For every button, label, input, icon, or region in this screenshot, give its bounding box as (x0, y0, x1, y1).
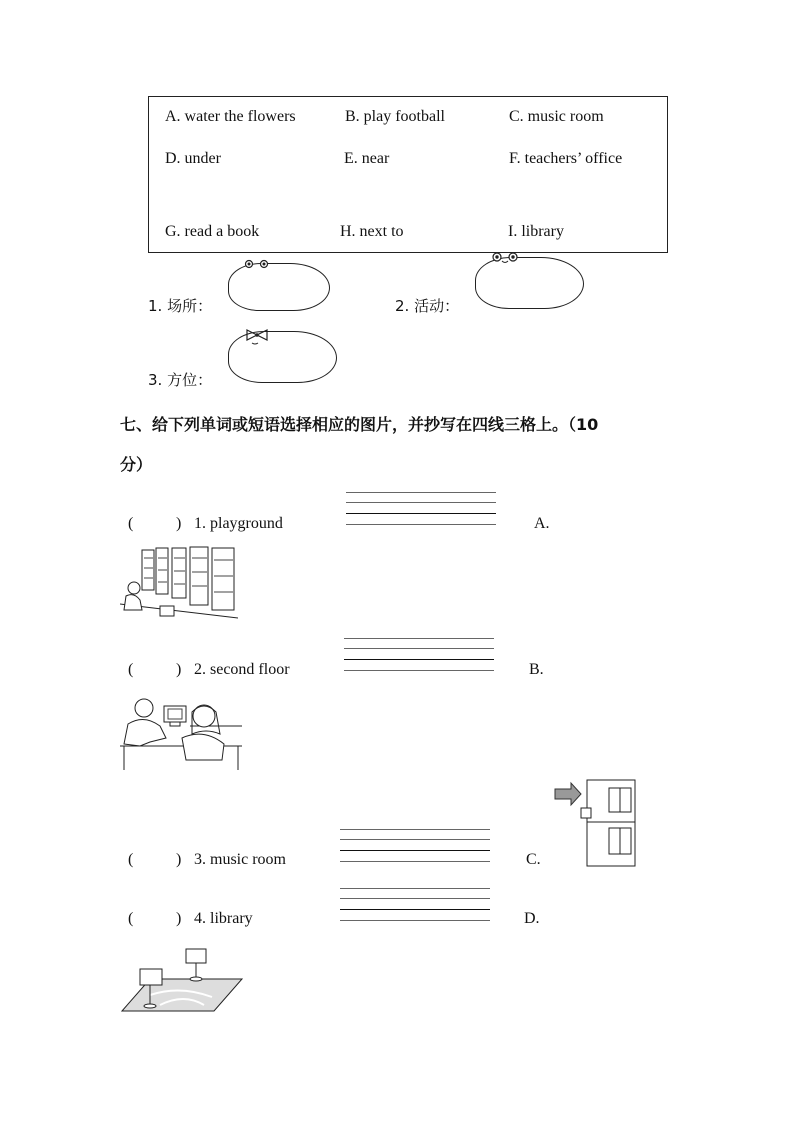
answer-paren-open: ( (128, 661, 134, 678)
category-activity-label: 2. 活动： (395, 297, 460, 315)
building-floors-picture (553, 778, 637, 868)
four-line-writing-area[interactable] (340, 829, 490, 865)
word-option-d: D. under (165, 150, 221, 167)
picture-label-b: B. (529, 661, 544, 678)
answer-paren-close[interactable]: ) (176, 851, 182, 868)
word-option-f: F. teachers’ office (509, 150, 623, 167)
picture-label-d: D. (524, 910, 540, 927)
four-line-writing-area[interactable] (340, 888, 490, 924)
section-seven-title-cont: 分） (120, 455, 153, 474)
answer-paren-close[interactable]: ) (176, 661, 182, 678)
question-2-text: 2. second floor (194, 661, 290, 678)
word-option-e: E. near (344, 150, 390, 167)
word-option-i: I. library (508, 223, 564, 240)
bow-icon (237, 324, 277, 346)
activity-answer-bubble[interactable] (475, 257, 584, 309)
four-line-writing-area[interactable] (344, 638, 494, 674)
category-position-label: 3. 方位： (148, 371, 213, 389)
category-place-label: 1. 场所： (148, 297, 213, 315)
four-line-writing-area[interactable] (346, 492, 496, 528)
place-answer-bubble[interactable] (228, 263, 330, 311)
question-1-text: 1. playground (194, 515, 283, 532)
computer-room-picture (120, 694, 242, 772)
question-4-text: 4. library (194, 910, 253, 927)
answer-paren-open: ( (128, 851, 134, 868)
picture-label-a: A. (534, 515, 550, 532)
basketball-court-picture (120, 945, 244, 1015)
word-option-b: B. play football (345, 108, 445, 125)
position-answer-bubble[interactable] (228, 331, 337, 383)
question-3-text: 3. music room (194, 851, 286, 868)
face-eyes-icon (484, 248, 524, 266)
answer-paren-open: ( (128, 515, 134, 532)
word-option-c: C. music room (509, 108, 604, 125)
picture-label-c: C. (526, 851, 541, 868)
word-option-g: G. read a book (165, 223, 260, 240)
section-seven-title: 七、给下列单词或短语选择相应的图片，并抄写在四线三格上。（10 (120, 415, 599, 434)
face-eyes-icon (237, 254, 277, 272)
answer-paren-close[interactable]: ) (176, 515, 182, 532)
answer-paren-open: ( (128, 910, 134, 927)
word-option-h: H. next to (340, 223, 404, 240)
answer-paren-close[interactable]: ) (176, 910, 182, 927)
library-shelves-picture (120, 544, 238, 624)
word-option-a: A. water the flowers (165, 108, 296, 125)
